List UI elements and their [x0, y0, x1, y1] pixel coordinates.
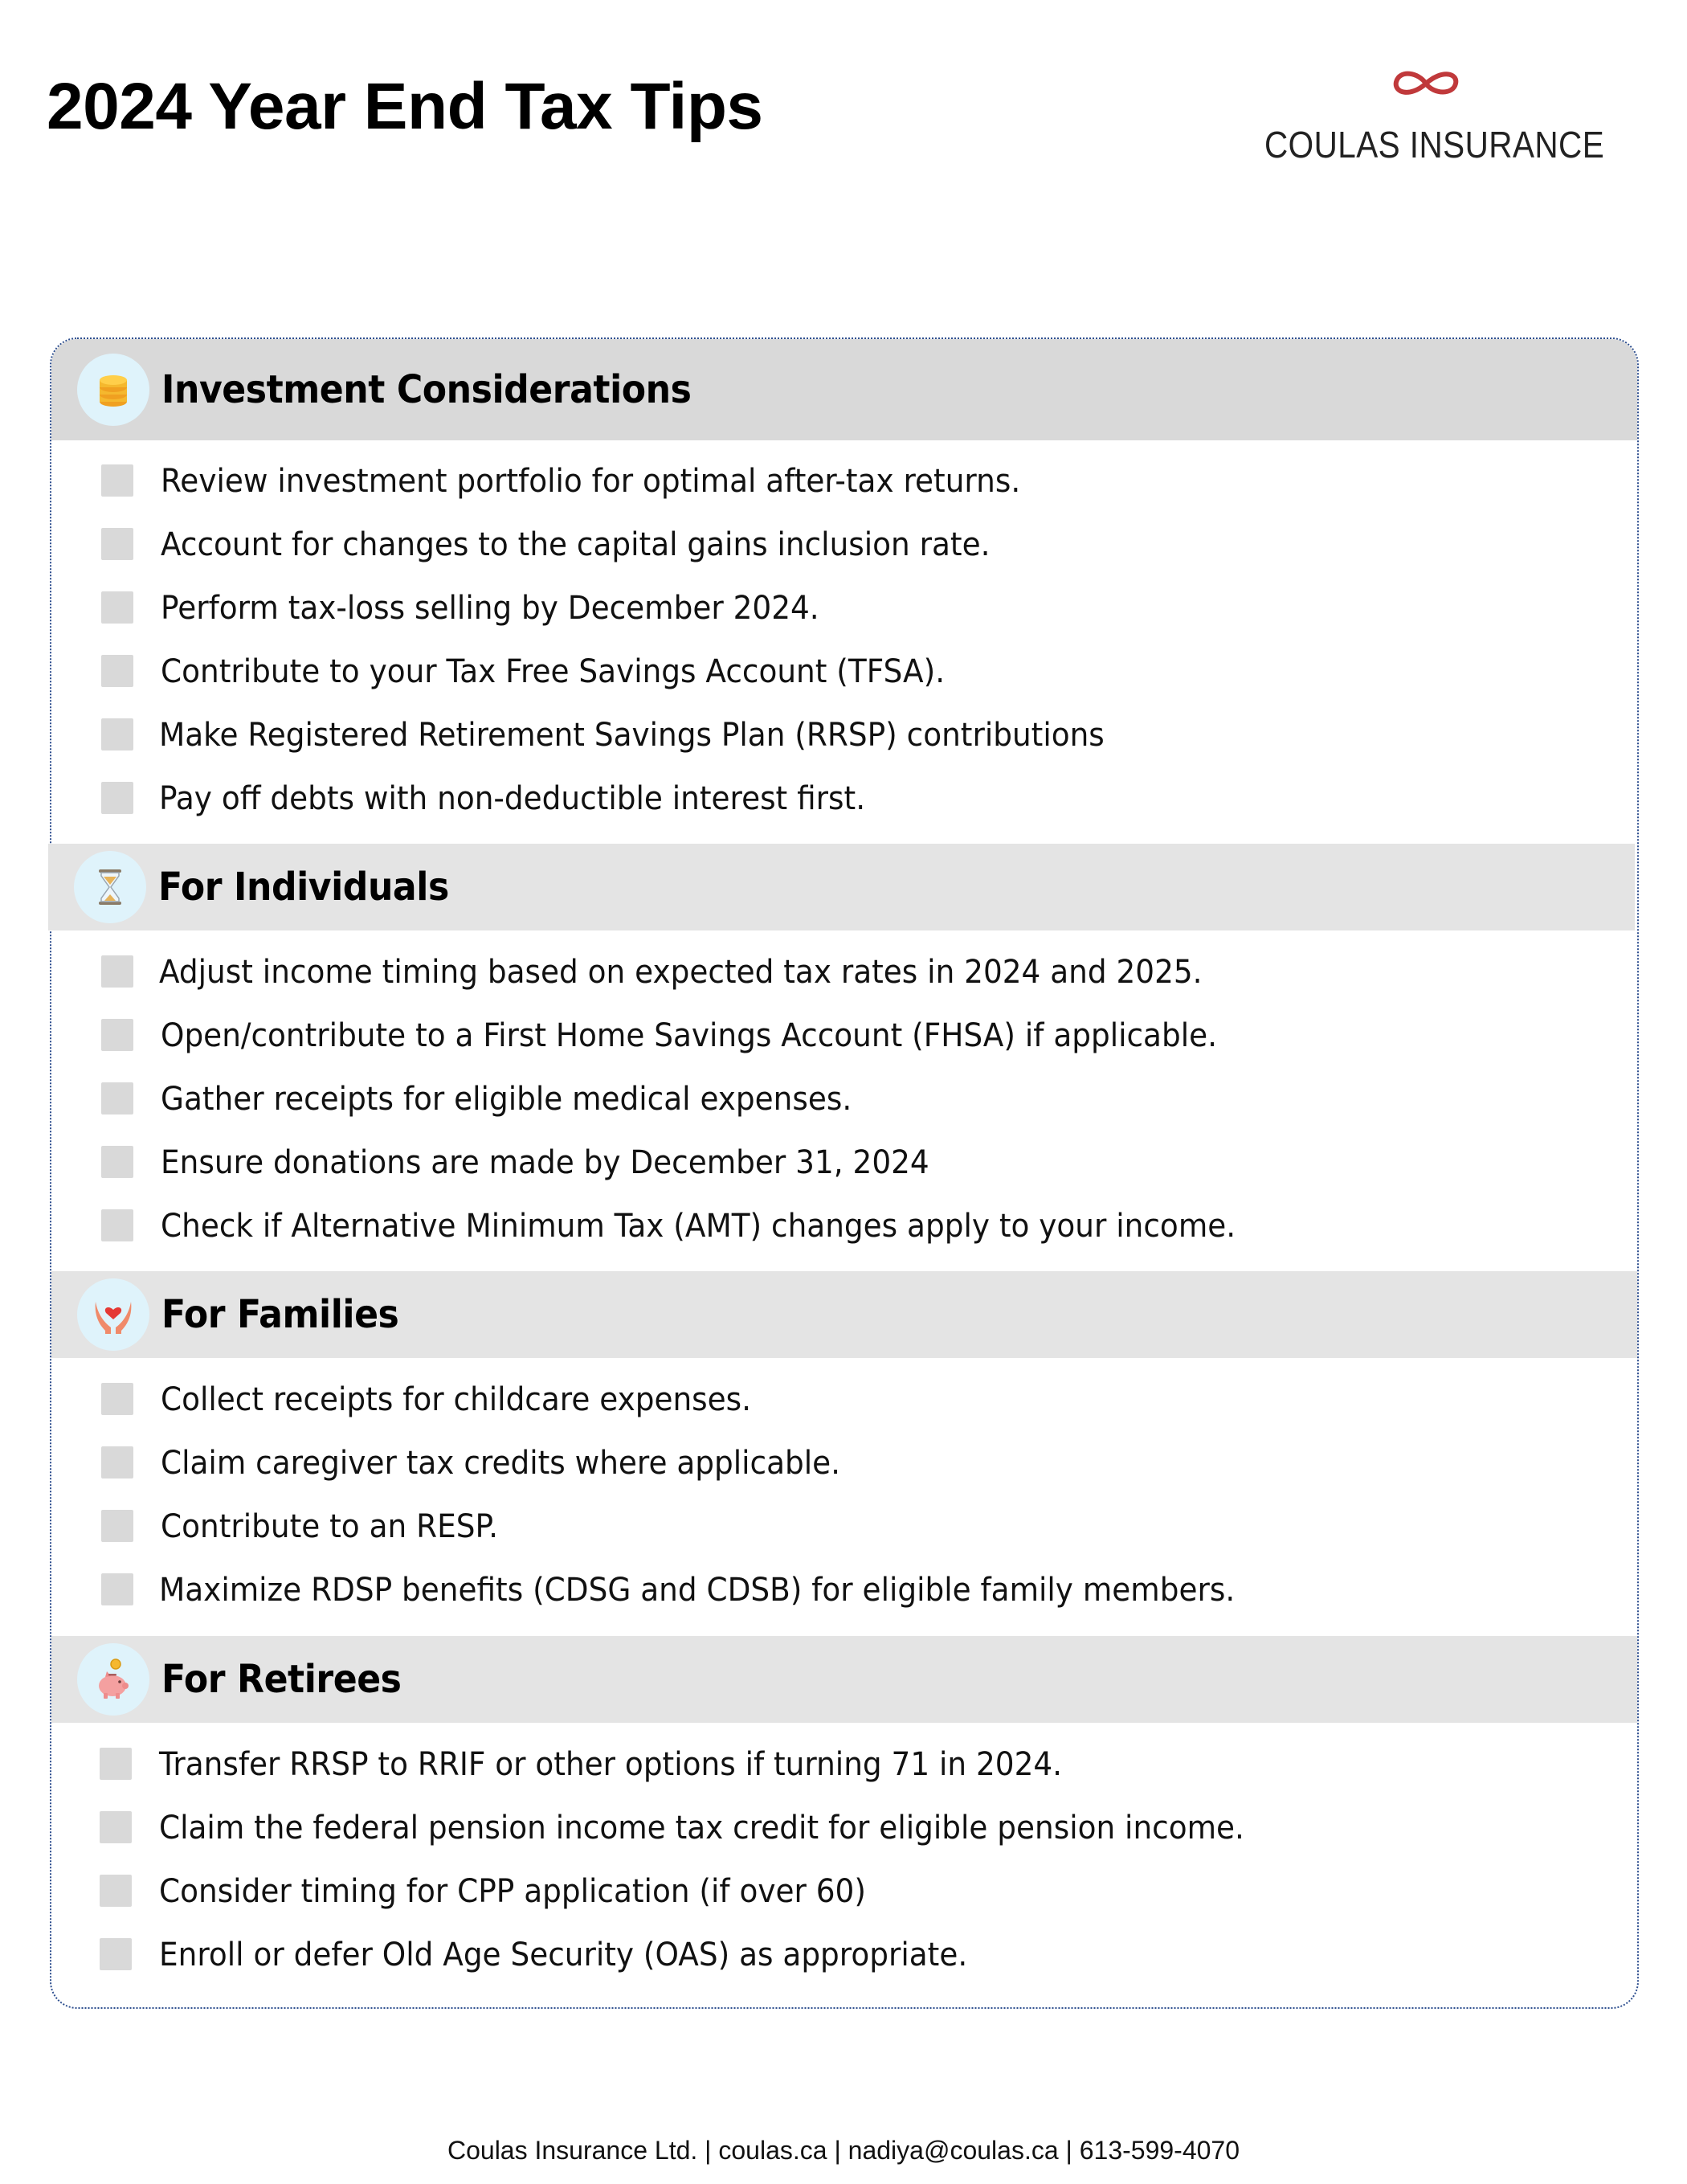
- checklist-item[interactable]: [100, 457, 1546, 505]
- checkbox[interactable]: [101, 1209, 133, 1241]
- item-label: Adjust income timing based on expected tax rates in 2024 and 2025.: [159, 954, 1203, 991]
- footer-contact: Coulas Insurance Ltd. | coulas.ca | nadiya@coulas.ca | 613-599-4070: [447, 2136, 1240, 2165]
- item-label: Contribute to your Tax Free Savings Account (TFSA).: [161, 653, 946, 690]
- item-label: Contribute to an RESP.: [161, 1508, 499, 1545]
- checkbox[interactable]: [101, 718, 133, 750]
- checkbox[interactable]: [101, 955, 133, 988]
- hourglass-icon: [74, 851, 146, 923]
- checklist-item[interactable]: [100, 1439, 1546, 1487]
- item-label: Pay off debts with non-deductible interest first.: [159, 780, 866, 817]
- checkbox[interactable]: [101, 655, 133, 687]
- checklist-item[interactable]: [100, 521, 1546, 569]
- section-header-investment: [51, 339, 1637, 440]
- checklist-item[interactable]: [100, 775, 1546, 823]
- item-label: Open/contribute to a First Home Savings Account (FHSA) if applicable.: [161, 1017, 1218, 1054]
- checkbox[interactable]: [101, 1146, 133, 1178]
- section-header-retirees: [51, 1636, 1637, 1723]
- page-title: 2024 Year End Tax Tips: [47, 70, 763, 143]
- checklist-item[interactable]: [100, 1804, 1546, 1852]
- checklist-item[interactable]: [100, 648, 1546, 696]
- checkbox[interactable]: [101, 1082, 133, 1114]
- checkbox[interactable]: [101, 528, 133, 560]
- item-label: Make Registered Retirement Savings Plan (RRSP) contributions: [159, 717, 1105, 754]
- section-title: For Retirees: [161, 1657, 402, 1702]
- checkbox[interactable]: [100, 1875, 132, 1907]
- checklist-item[interactable]: [100, 1740, 1546, 1789]
- hands-heart-icon: [77, 1278, 149, 1351]
- checkbox[interactable]: [101, 464, 133, 497]
- item-label: Review investment portfolio for optimal after-tax returns.: [161, 463, 1021, 500]
- checklist-item[interactable]: [100, 1376, 1546, 1424]
- checkbox[interactable]: [101, 1510, 133, 1542]
- checklist-item[interactable]: [100, 1931, 1546, 1979]
- checkbox[interactable]: [101, 1019, 133, 1051]
- infinity-icon: [1390, 66, 1462, 101]
- item-label: Check if Alternative Minimum Tax (AMT) changes apply to your income.: [161, 1208, 1236, 1245]
- checkbox[interactable]: [101, 1383, 133, 1415]
- checklist-item[interactable]: [100, 584, 1546, 632]
- item-label: Gather receipts for eligible medical expenses.: [161, 1081, 852, 1118]
- checkbox[interactable]: [101, 782, 133, 814]
- checklist-item[interactable]: [100, 1075, 1546, 1123]
- item-label: Enroll or defer Old Age Security (OAS) as appropriate.: [159, 1937, 968, 1973]
- section-title: Investment Considerations: [161, 367, 692, 412]
- checklist-item[interactable]: [100, 1202, 1546, 1250]
- item-label: Ensure donations are made by December 31, 2024: [161, 1144, 929, 1181]
- checklist-item[interactable]: [100, 1566, 1546, 1614]
- section-title: For Individuals: [158, 865, 449, 910]
- checkbox[interactable]: [100, 1748, 132, 1780]
- checklist-item[interactable]: [100, 1503, 1546, 1551]
- item-label: Claim the federal pension income tax credit for eligible pension income.: [159, 1810, 1244, 1847]
- item-label: Perform tax-loss selling by December 2024.: [161, 590, 819, 627]
- checkbox[interactable]: [101, 1573, 133, 1605]
- item-label: Consider timing for CPP application (if over 60): [159, 1873, 866, 1910]
- company-logo: [1253, 66, 1605, 170]
- item-label: Account for changes to the capital gains inclusion rate.: [161, 526, 991, 563]
- logo-text: COULAS INSURANCE: [1264, 124, 1605, 166]
- checkbox[interactable]: [101, 591, 133, 624]
- section-header-individuals: [48, 844, 1635, 930]
- checklist-item[interactable]: [100, 948, 1546, 996]
- checklist-item[interactable]: [100, 1867, 1546, 1916]
- checkbox[interactable]: [101, 1446, 133, 1478]
- item-label: Maximize RDSP benefits (CDSG and CDSB) for eligible family members.: [159, 1572, 1236, 1609]
- coins-icon: [77, 354, 149, 426]
- checklist-item[interactable]: [100, 1139, 1546, 1187]
- item-label: Claim caregiver tax credits where applicable.: [161, 1445, 841, 1482]
- item-label: Transfer RRSP to RRIF or other options if turning 71 in 2024.: [159, 1746, 1063, 1783]
- section-title: For Families: [161, 1292, 399, 1337]
- piggy-bank-icon: [77, 1643, 149, 1716]
- section-header-families: [51, 1271, 1637, 1358]
- item-label: Collect receipts for childcare expenses.: [161, 1381, 752, 1418]
- checkbox[interactable]: [100, 1938, 132, 1970]
- checklist-item[interactable]: [100, 711, 1546, 759]
- checkbox[interactable]: [100, 1811, 132, 1843]
- checklist-item[interactable]: [100, 1012, 1546, 1060]
